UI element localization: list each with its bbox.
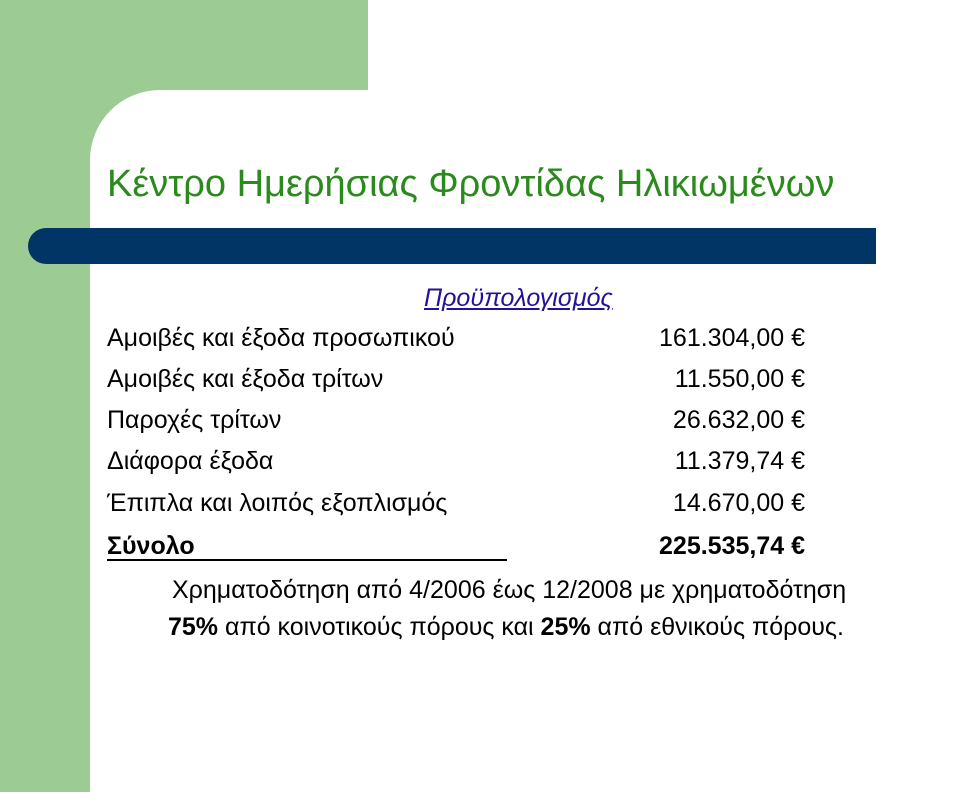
title-divider-bar: [28, 228, 876, 264]
budget-row-label: Αμοιβές και έξοδα προσωπικού: [107, 324, 455, 352]
funding-note-line-2: [168, 611, 844, 643]
budget-total-amount: 225.535,74 €: [659, 532, 805, 560]
budget-row: [107, 364, 805, 394]
budget-row-label: Παροχές τρίτων: [107, 406, 282, 434]
budget-total-label: Σύνολο: [107, 532, 195, 560]
budget-row-amount: 14.670,00 €: [672, 489, 805, 517]
budget-row-label: Αμοιβές και έξοδα τρίτων: [107, 365, 384, 393]
budget-row-label: Έπιπλα και λοιπός εξοπλισμός: [107, 489, 448, 517]
national-funding-percent: 25%: [540, 613, 591, 641]
budget-row-amount: 11.379,74 €: [674, 447, 805, 475]
funding-note-line-1: Χρηματοδότηση από 4/2006 έως 12/2008 με χρηματοδότηση: [172, 576, 847, 604]
budget-row-amount: 161.304,00 €: [659, 324, 805, 352]
budget-row: [107, 488, 805, 518]
community-funding-percent: 75%: [168, 613, 219, 641]
national-funding-text: από εθνικούς πόρους.: [590, 613, 844, 641]
budget-row: [107, 405, 805, 435]
budget-row-amount: 11.550,00 €: [674, 365, 805, 393]
budget-row: [107, 323, 805, 353]
community-funding-text: από κοινοτικούς πόρους και: [218, 613, 541, 641]
budget-row-label: Διάφορα έξοδα: [107, 447, 274, 475]
budget-row-amount: 26.632,00 €: [672, 406, 805, 434]
page-title: Κέντρο Ημερήσιας Φροντίδας Ηλικιωμένων: [107, 163, 835, 205]
budget-heading: Προϋπολογισμός: [424, 284, 613, 312]
budget-row: [107, 446, 805, 476]
budget-total-row: [107, 531, 807, 561]
